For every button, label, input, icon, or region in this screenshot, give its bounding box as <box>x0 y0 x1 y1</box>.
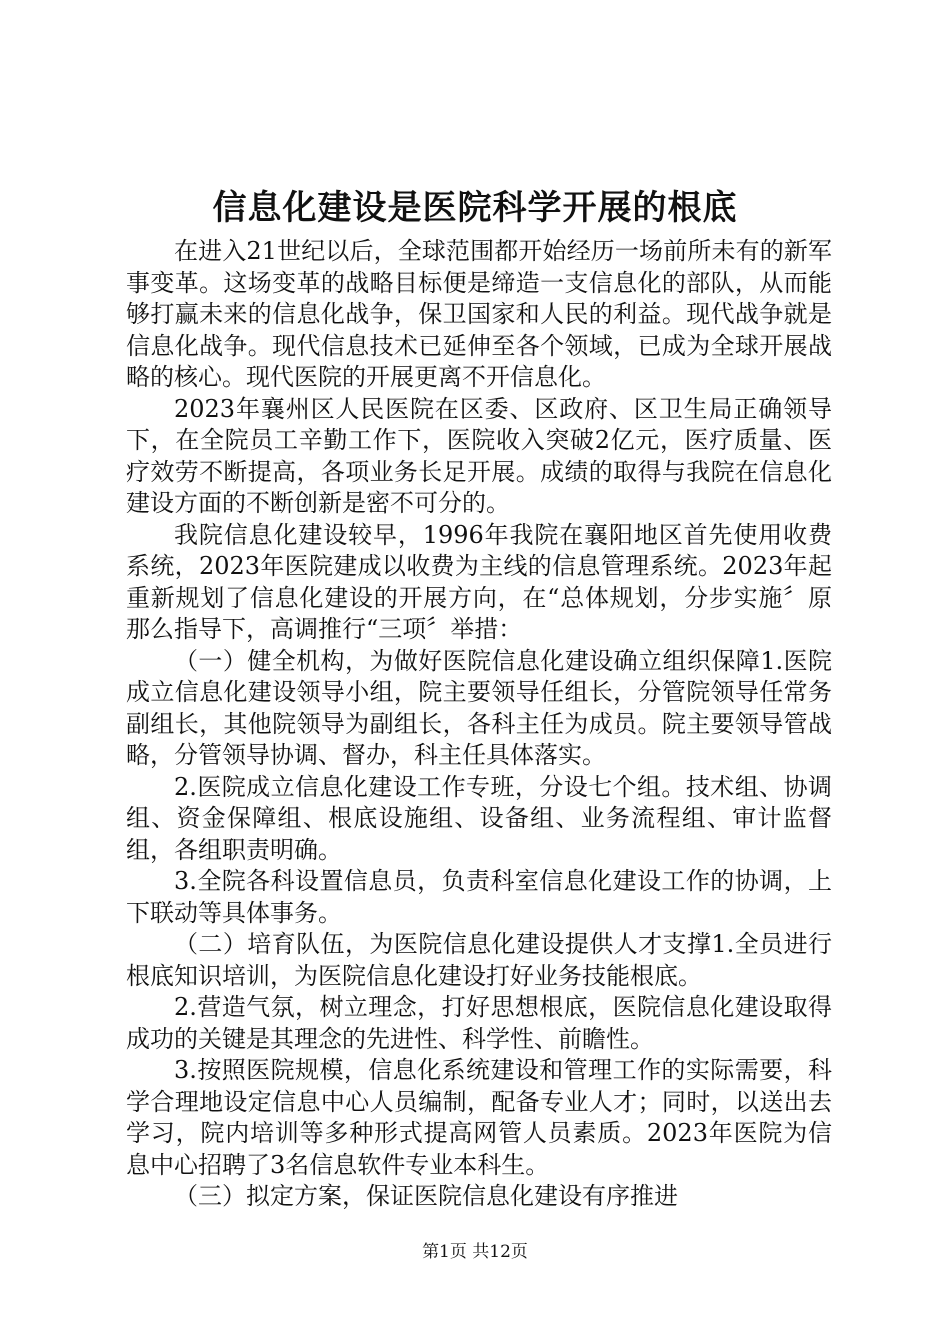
paragraph-intro: 在进入21世纪以后，全球范围都开始经历一场前所未有的新军事变革。这场变革的战略目标便是缔造一支信息化的部队，从而能够打赢未来的信息化战争，保卫国家和人民的利益。现代战争就是信息化战争。现代信息技术已延伸至各个领域，已成为全球开展战略的核心。现代医院的开展更离不开信息化。 <box>126 237 832 391</box>
paragraph-history: 我院信息化建设较早，1996年我院在襄阳地区首先使用收费系统，2023年医院建成以收费为主线的信息管理系统。2023年起重新规划了信息化建设的开展方向，在“总体规划，分步实施〞原那么指导下，高调推行“三项〞举措： <box>126 520 832 643</box>
document-body <box>126 236 832 1213</box>
paragraph-section-two-item-2: 2.营造气氛，树立理念，打好思想根底，医院信息化建设取得成功的关键是其理念的先进性、科学性、前瞻性。 <box>126 993 832 1053</box>
paragraph-section-one-item-3: 3.全院各科设置信息员，负责科室信息化建设工作的协调，上下联动等具体事务。 <box>126 867 832 927</box>
document-title: 信息化建设是医院科学开展的根底 <box>212 188 738 228</box>
paragraph-section-one-item-2: 2.医院成立信息化建设工作专班，分设七个组。技术组、协调组、资金保障组、根底设施组、设备组、业务流程组、审计监督组，各组职责明确。 <box>126 772 832 864</box>
paragraph-achievements: 2023年襄州区人民医院在区委、区政府、区卫生局正确领导下，在全院员工辛勤工作下，医院收入突破2亿元，医疗质量、医疗效劳不断提高，各项业务长足开展。成绩的取得与我院在信息化建设方面的不断创新是密不可分的。 <box>126 394 832 517</box>
paragraph-section-two: （二）培育队伍，为医院信息化建设提供人才支撑1.全员进行根底知识培训，为医院信息化建设打好业务技能根底。 <box>126 930 832 990</box>
paragraph-section-one: （一）健全机构，为做好医院信息化建设确立组织保障1.医院成立信息化建设领导小组，院主要领导任组长，分管院领导任常务副组长，其他院领导为副组长，各科主任为成员。院主要领导管战略，分管领导协调、督办，科主任具体落实。 <box>126 646 832 769</box>
paragraph-section-two-item-3: 3.按照医院规模，信息化系统建设和管理工作的实际需要，科学合理地设定信息中心人员编制，配备专业人才；同时，以送出去学习，院内培训等多种形式提高网管人员素质。2023年医院为信息中心招聘了3名信息软件专业本科生。 <box>126 1056 832 1179</box>
paragraph-section-three: （三）拟定方案，保证医院信息化建设有序推进 <box>174 1182 678 1210</box>
page-number-footer: 第1页 共12页 <box>422 1242 528 1262</box>
